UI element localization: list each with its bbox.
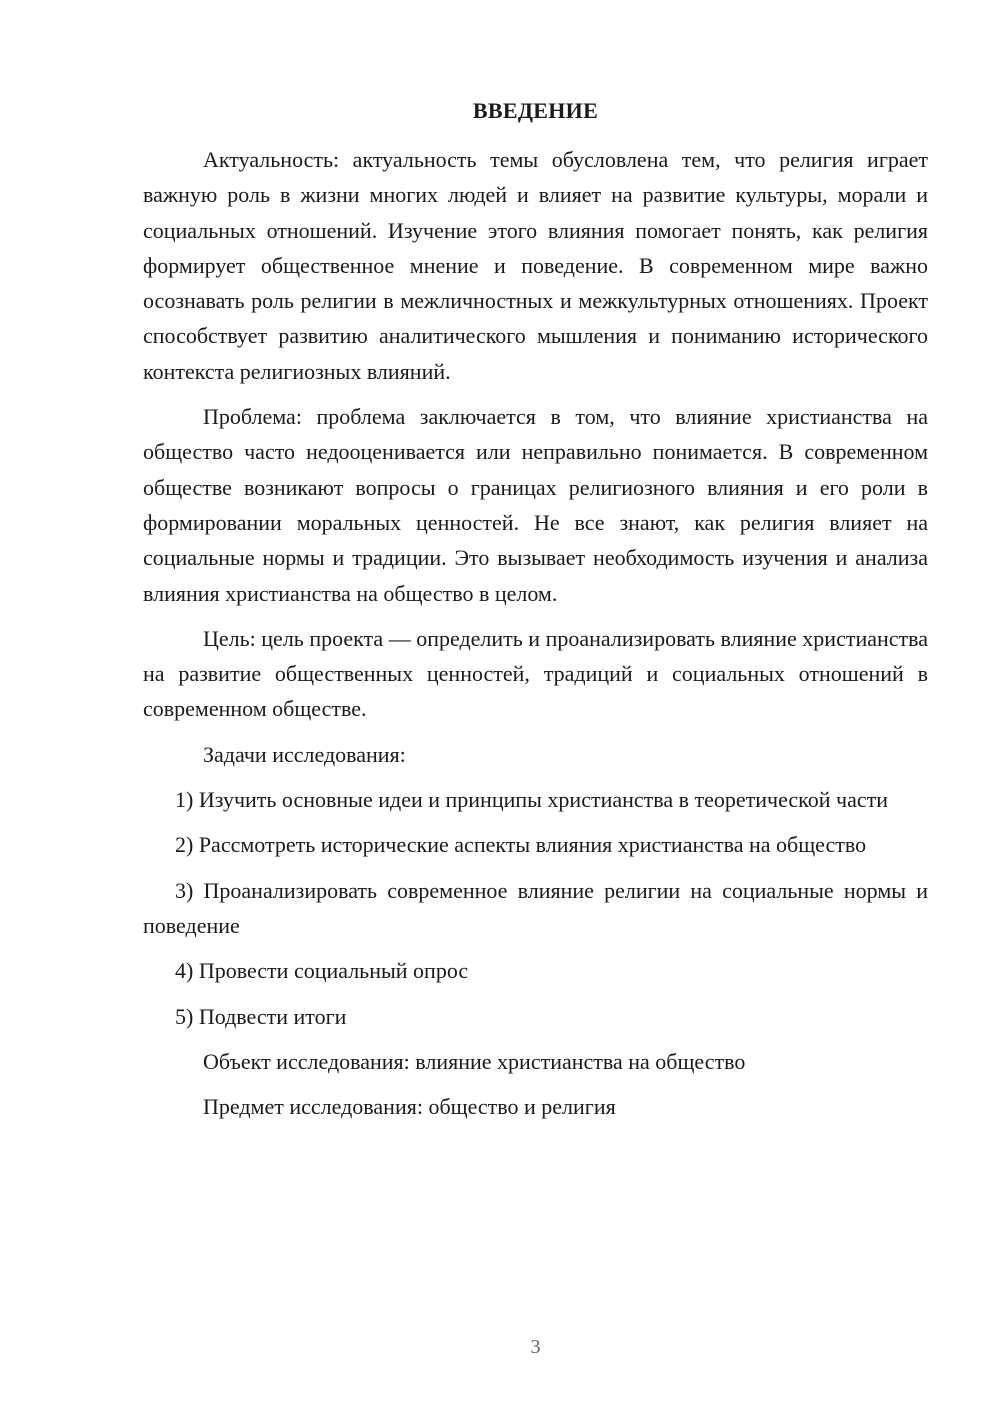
paragraph-relevance: Актуальность: актуальность темы обусловлена тем, что религия играет важную роль в жизни многих людей и влияет на развитие культуры, морали и социальных отношений. Изучение этого влияния помогает понять, как религия формирует общественное мнение и поведение. В современном мире важно осознавать роль религии в межличностных и межкультурных отношениях. Проект способствует развитию аналитического мышления и пониманию исторического контекста религиозных влияний. (143, 147, 928, 384)
tasks-title: Задачи исследования: (203, 741, 406, 767)
tasks-list (143, 782, 928, 1034)
task-item-4: 4) Провести социальный опрос (175, 958, 469, 984)
page-number: 3 (530, 1336, 541, 1358)
research-subject: Предмет исследования: общество и религия (203, 1094, 616, 1120)
paragraph-problem: Проблема: проблема заключается в том, что влияние христианства на общество часто недооценивается или неправильно понимается. В современном обществе возникают вопросы о границах религиозного влияния и его роли в формировании моральных ценностей. Не все знают, как религия влияет на социальные нормы и традиции. Это вызывает необходимость изучения и анализа влияния христианства на общество в целом. (143, 404, 928, 606)
task-item-2: 2) Рассмотреть исторические аспекты влияния христианства на общество (175, 832, 867, 858)
document-page (143, 0, 928, 1414)
document-body (143, 142, 928, 1134)
task-item-5: 5) Подвести итоги (175, 1003, 347, 1029)
task-item-1: 1) Изучить основные идеи и принципы христианства в теоретической части (175, 787, 889, 813)
section-heading: ВВЕДЕНИЕ (472, 98, 599, 123)
research-object: Объект исследования: влияние христианства на общество (203, 1048, 746, 1074)
task-item-3: 3) Проанализировать современное влияние религии на социальные нормы и поведение (143, 877, 928, 938)
paragraph-goal: Цель: цель проекта — определить и проанализировать влияние христианства на развитие общественных ценностей, традиций и социальных отношений в современном обществе. (143, 625, 928, 722)
